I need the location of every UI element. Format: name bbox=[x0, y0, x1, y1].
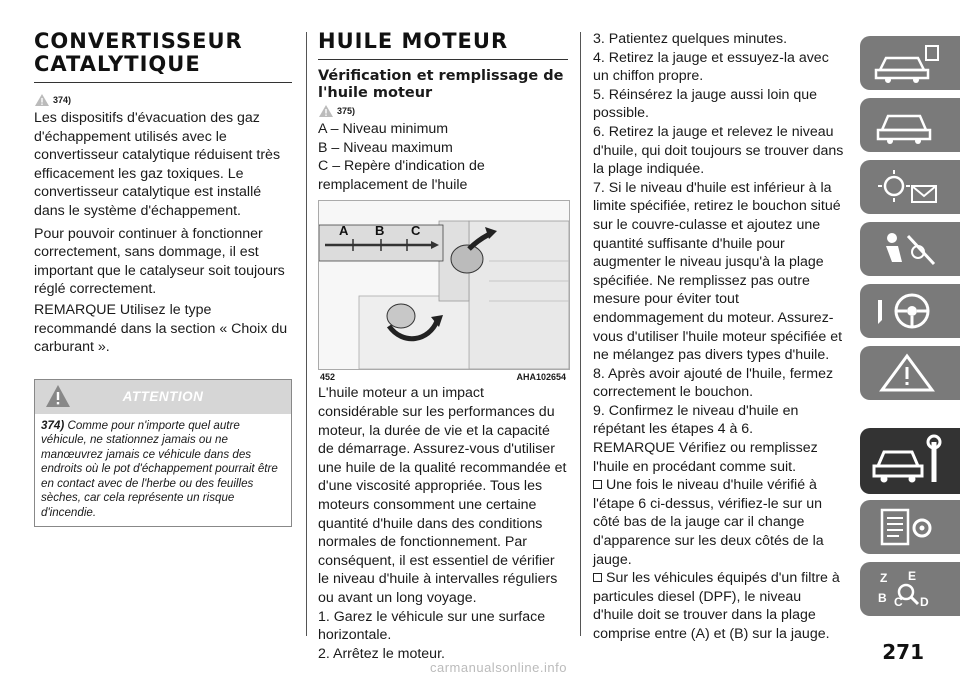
figure-label-c: C bbox=[411, 223, 421, 239]
warning-light-icon bbox=[872, 166, 942, 208]
tab-safety[interactable] bbox=[860, 222, 960, 276]
dipstick-illustration bbox=[319, 201, 569, 369]
column-divider bbox=[580, 32, 581, 636]
step: 9. Confirmez le niveau d'huile en répétant les étapes 4 à 6. bbox=[593, 402, 799, 438]
warning-ref bbox=[318, 102, 568, 120]
steering-wheel-icon bbox=[872, 290, 942, 332]
paragraph: Les dispositifs d'évacuation des gaz d'échappement utilisés avec le convertisseur catalytique réduisent très efficacement les gaz toxiques. Le convertisseur catalytique est installé dans le système d'échappement. bbox=[34, 110, 281, 219]
bullet-square-icon bbox=[593, 480, 602, 489]
alphabet-index-icon bbox=[872, 568, 942, 610]
column-divider bbox=[306, 32, 307, 636]
attention-box bbox=[34, 379, 292, 528]
svg-text:E: E bbox=[908, 569, 917, 583]
legend-item: B – Niveau maximum bbox=[318, 139, 453, 156]
middle-column bbox=[318, 30, 568, 663]
section-title bbox=[34, 30, 292, 76]
bullet-square-icon bbox=[593, 573, 602, 582]
step: 3. Patientez quelques minutes. bbox=[593, 31, 788, 47]
title-line: CONVERTISSEUR bbox=[34, 29, 243, 53]
figure-code: AHA102654 bbox=[516, 372, 566, 383]
tab-technical-data[interactable] bbox=[860, 500, 960, 554]
attention-body bbox=[35, 414, 291, 527]
tab-in-emergency[interactable] bbox=[860, 346, 960, 400]
figure-label-b: B bbox=[375, 223, 385, 239]
attention-title: ATTENTION bbox=[122, 389, 204, 405]
title-rule bbox=[34, 82, 292, 83]
dipstick-figure bbox=[318, 200, 570, 370]
ref-number: 375) bbox=[337, 106, 356, 116]
warning-icon bbox=[34, 93, 50, 107]
bullet-text: Une fois le niveau d'huile vérifié à l'étape 6 ci-dessus, vérifiez-le sur un côté bas de la jauge car il change d'apparence sur les deux côtés de la jauge. bbox=[593, 477, 824, 568]
svg-text:B: B bbox=[878, 591, 887, 605]
tab-warning-lights[interactable] bbox=[860, 160, 960, 214]
watermark: carmanualsonline.info bbox=[430, 660, 567, 675]
airbag-icon bbox=[872, 228, 942, 270]
left-column bbox=[34, 30, 292, 527]
legend-item: C – Repère d'indication de remplacement de l'huile bbox=[318, 158, 485, 193]
ref-number: 374) bbox=[53, 95, 72, 105]
svg-text:C: C bbox=[894, 595, 903, 609]
subsection-title: Vérification et remplissage de l'huile moteur bbox=[318, 68, 564, 101]
bullet-item bbox=[593, 476, 845, 569]
right-column bbox=[593, 30, 845, 644]
bullet-item bbox=[593, 569, 845, 643]
paragraph: L'huile moteur a un impact considérable sur les performances du moteur, la durée de vie et la capacité de démarrage. Assurez-vous d'utiliser une huile de la qualité recommandée et d'une viscosité appropriée. Tous les moteurs consomment une certaine quantité d'huile dans des conditions normales de fonctionnement. Par conséquent, il est essentiel de vérifier le niveau d'huile à intervalles réguliers ou avant un long voyage. bbox=[318, 385, 567, 606]
step: 1. Garez le véhicule sur une surface horizontale. bbox=[318, 608, 546, 644]
page-number: 271 bbox=[882, 640, 924, 664]
paragraph: Pour pouvoir continuer à fonctionner correctement, sans dommage, il est important que le catalyseur soit toujours réglé correctement. bbox=[34, 225, 285, 298]
tab-car-knowledge[interactable] bbox=[860, 98, 960, 152]
svg-text:D: D bbox=[920, 595, 929, 609]
document-gear-icon bbox=[872, 506, 942, 548]
title-rule bbox=[318, 59, 568, 60]
car-wrench-icon bbox=[872, 434, 948, 488]
tab-starting-driving[interactable] bbox=[860, 284, 960, 338]
legend-item: A – Niveau minimum bbox=[318, 121, 449, 137]
svg-text:Z: Z bbox=[880, 571, 888, 585]
car-info-icon bbox=[872, 42, 942, 84]
title-line: CATALYTIQUE bbox=[34, 52, 201, 76]
step: 8. Après avoir ajouté de l'huile, fermez correctement le bouchon. bbox=[593, 365, 834, 401]
attention-header bbox=[35, 380, 291, 414]
car-icon bbox=[872, 104, 942, 146]
tab-index[interactable] bbox=[860, 562, 960, 616]
warning-icon bbox=[318, 104, 334, 118]
step: 7. Si le niveau d'huile est inférieur à la limite spécifiée, retirez le bouchon situé sur le couvre-culasse et ajoutez une quantité suffisante d'huile pour augmenter le niveau jusqu'à la plage spécifiée. Ne remplissez pas outre mesure pour éviter tout endommagement du moteur. Assurez-vous d'utiliser l'huile moteur spécifiée et ne mélangez pas divers types d'huile. bbox=[593, 179, 843, 364]
figure-label-a: A bbox=[339, 223, 349, 239]
attention-ref: 374) bbox=[41, 418, 65, 432]
section-title: HUILE MOTEUR bbox=[318, 29, 509, 53]
warning-icon bbox=[45, 384, 71, 408]
figure-number: 452 bbox=[320, 372, 336, 383]
step: 5. Réinsérez la jauge aussi loin que possible. bbox=[593, 86, 817, 122]
step: 2. Arrêtez le moteur. bbox=[318, 645, 445, 662]
step: 4. Retirez la jauge et essuyez-la avec un chiffon propre. bbox=[593, 49, 829, 85]
remark: REMARQUE Vérifiez ou remplissez l'huile en procédant comme suit. bbox=[593, 440, 818, 475]
emergency-triangle-icon bbox=[872, 352, 942, 394]
tab-maintenance-care[interactable] bbox=[860, 428, 960, 494]
bullet-text: Sur les véhicules équipés d'un filtre à particules diesel (DPF), le niveau d'huile doit se trouver dans la plage comprise entre (A) et (B) sur la jauge. bbox=[593, 570, 840, 642]
warning-ref bbox=[34, 91, 292, 109]
figure-caption bbox=[318, 372, 568, 382]
step: 6. Retirez la jauge et relevez le niveau d'huile, qui doit toujours se trouver dans la plage indiquée. bbox=[593, 123, 844, 178]
tab-car-dashboard[interactable] bbox=[860, 36, 960, 90]
paragraph: REMARQUE Utilisez le type recommandé dans la section « Choix du carburant ». bbox=[34, 301, 288, 356]
attention-text: Comme pour n'importe quel autre véhicule, ne stationnez jamais ou ne manœuvrez jamais ce véhicule dans des endroits où le pot d'échappement pourrait être en contact avec de l'herbe ou des feuilles sèches, car cela représente un risque d'incendie. bbox=[41, 418, 278, 519]
